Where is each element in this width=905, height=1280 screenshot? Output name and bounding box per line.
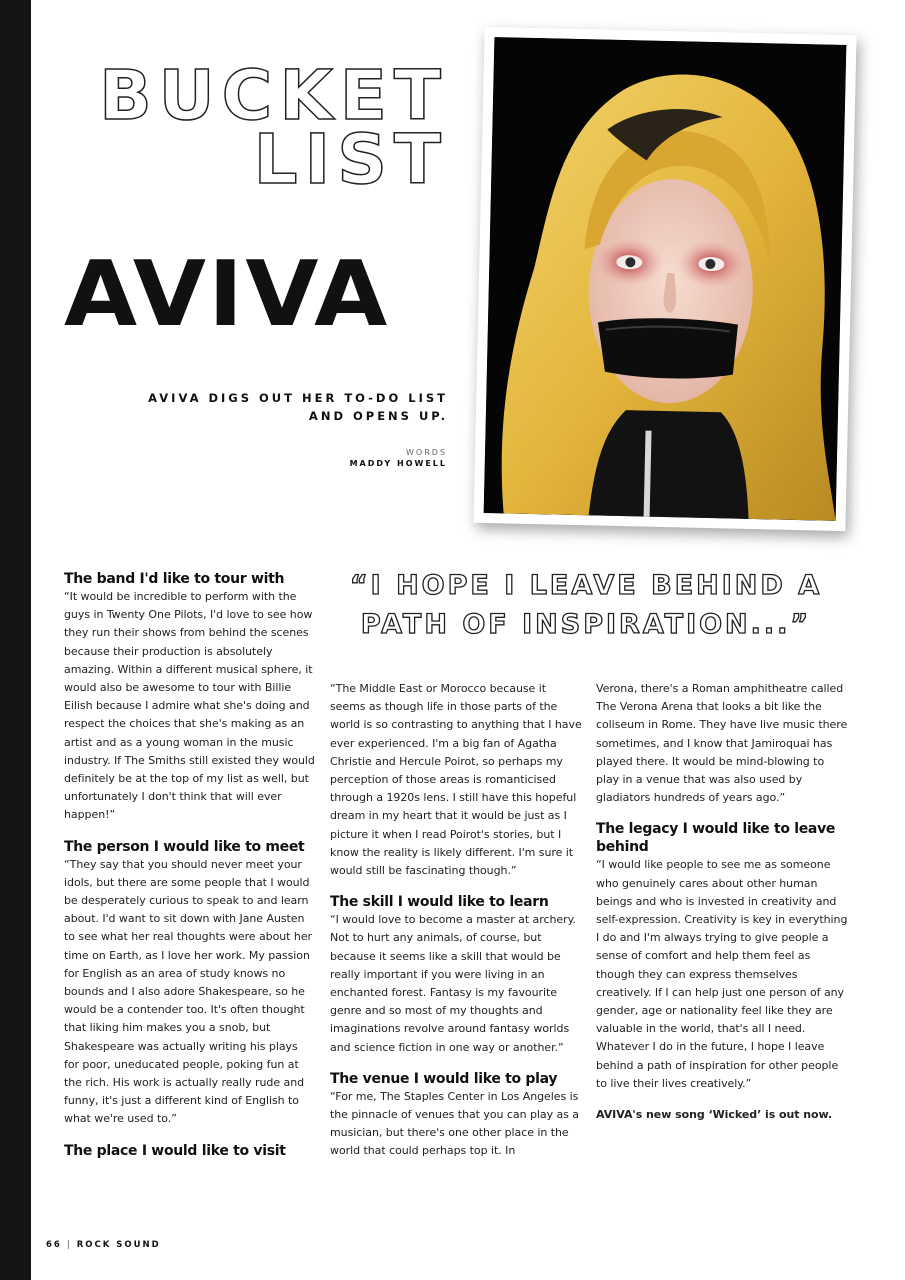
title-bucket: BUCKET: [99, 56, 448, 136]
artist-name: AVIVA: [64, 242, 390, 347]
body-legacy: “I would like people to see me as someone who genuinely cares about other human beings and who is invested in creativity and self-expression. Creativity is key in everything I do and I'm always trying to give people a sense of comfort and help them feel as though they can express themselves creatively. If I can help just one person of any gender, age or nationality feel like they are valuable in the world, that's all I need. Whatever I do in the future, I hope I leave behind a path of inspiration for other people to live their lives creatively.”: [596, 858, 848, 1090]
footer-separator: |: [66, 1240, 72, 1250]
pull-quote: “I HOPE I LEAVE BEHIND A PATH OF INSPIRATION...”: [349, 570, 823, 640]
body-person: “They say that you should never meet your idols, but there are some people that I would be desperately curious to speak to and learn about. I'd want to sit down with Jane Austen to see what her real thoughts were about her time on Earth, as I love her work. My passion for English as an area of study knows no bounds and I also adore Shakespeare, so he would be a contender too. It's often thought that liking him makes you a snob, but Shakespeare was actually writing his plays for poor, uneducated people, poking fun at the rich. His work is actually really rude and funny, it's just a different kind of English to what we're used to.”: [64, 857, 313, 1126]
heading-venue: The venue I would like to play: [330, 1070, 558, 1087]
artist-portrait-image: [484, 37, 847, 521]
body-venue-part1: “For me, The Staples Center in Los Angeles is the pinnacle of venues that you can play as a musician, but there's one other place in the world that could perhaps top it. In: [330, 1089, 579, 1158]
page-spine: [0, 0, 31, 1280]
closing-note: AVIVA's new song ‘Wicked’ is out now.: [596, 1108, 833, 1122]
title-list: LIST: [253, 120, 448, 200]
page-footer: [46, 1240, 161, 1250]
heading-legacy: The legacy I would like to leave behind: [596, 821, 836, 856]
column-2: [330, 680, 582, 1161]
artist-photo: [484, 37, 847, 521]
heading-band: The band I'd like to tour with: [64, 571, 285, 587]
page-number: 66: [46, 1240, 62, 1250]
standfirst: AVIVA DIGS OUT HER TO-DO LIST AND OPENS UP.: [148, 391, 448, 423]
body-band: “It would be incredible to perform with the guys in Twenty One Pilots, I'd love to see how they run their shows from behind the scenes because their production is absolutely amazing. Within a different musical sphere, it would also be awesome to tour with Billie Eilish because I admire what she's doing and respect the choices that she's making as an artist and as a young woman in the music industry. If The Smiths still existed they would definitely be at the top of my list as well, but unfortunately I don't think that will ever happen!”: [64, 590, 315, 822]
heading-skill: The skill I would like to learn: [330, 894, 549, 911]
byline: [350, 448, 447, 469]
magazine-name: ROCK SOUND: [76, 1240, 161, 1250]
body-place: “The Middle East or Morocco because it seems as though life in those parts of the world is so contrasting to anything that I have ever experienced. I'm a big fan of Agatha Christie and Hercule Poirot, so perhaps my perception of those areas is romanticised through a 1920s lens. I still have this hopeful dream in my heart that it would be just as I picture it when I read Poirot's stories, but I know the reality is likely different. I'm sure it would still be fascinating though.”: [330, 682, 582, 878]
heading-person: The person I would like to meet: [64, 838, 305, 855]
body-venue-part2: Verona, there's a Roman amphitheatre called The Verona Arena that looks a bit like the coliseum in Rome. They have live music there sometimes, and I know that Jamiroquai has played there. It would be mind-blowing to play in a venue that was also used by gladiators hundreds of years ago.”: [596, 682, 848, 805]
byline-label: WORDS: [405, 448, 447, 457]
heading-place: The place I would like to visit: [64, 1142, 286, 1159]
body-skill: “I would love to become a master at archery. Not to hurt any animals, of course, but because it seems like a skill that would be really important if you were living in an enchanted forest. Fantasy is my favourite genre and so most of my thoughts and imaginations revolve around fantasy worlds and science fiction in one way or another.”: [330, 913, 576, 1054]
column-1: [64, 570, 316, 1160]
byline-author: MADDY HOWELL: [349, 459, 447, 468]
column-3: [596, 680, 848, 1124]
photo-frame: [473, 27, 856, 531]
